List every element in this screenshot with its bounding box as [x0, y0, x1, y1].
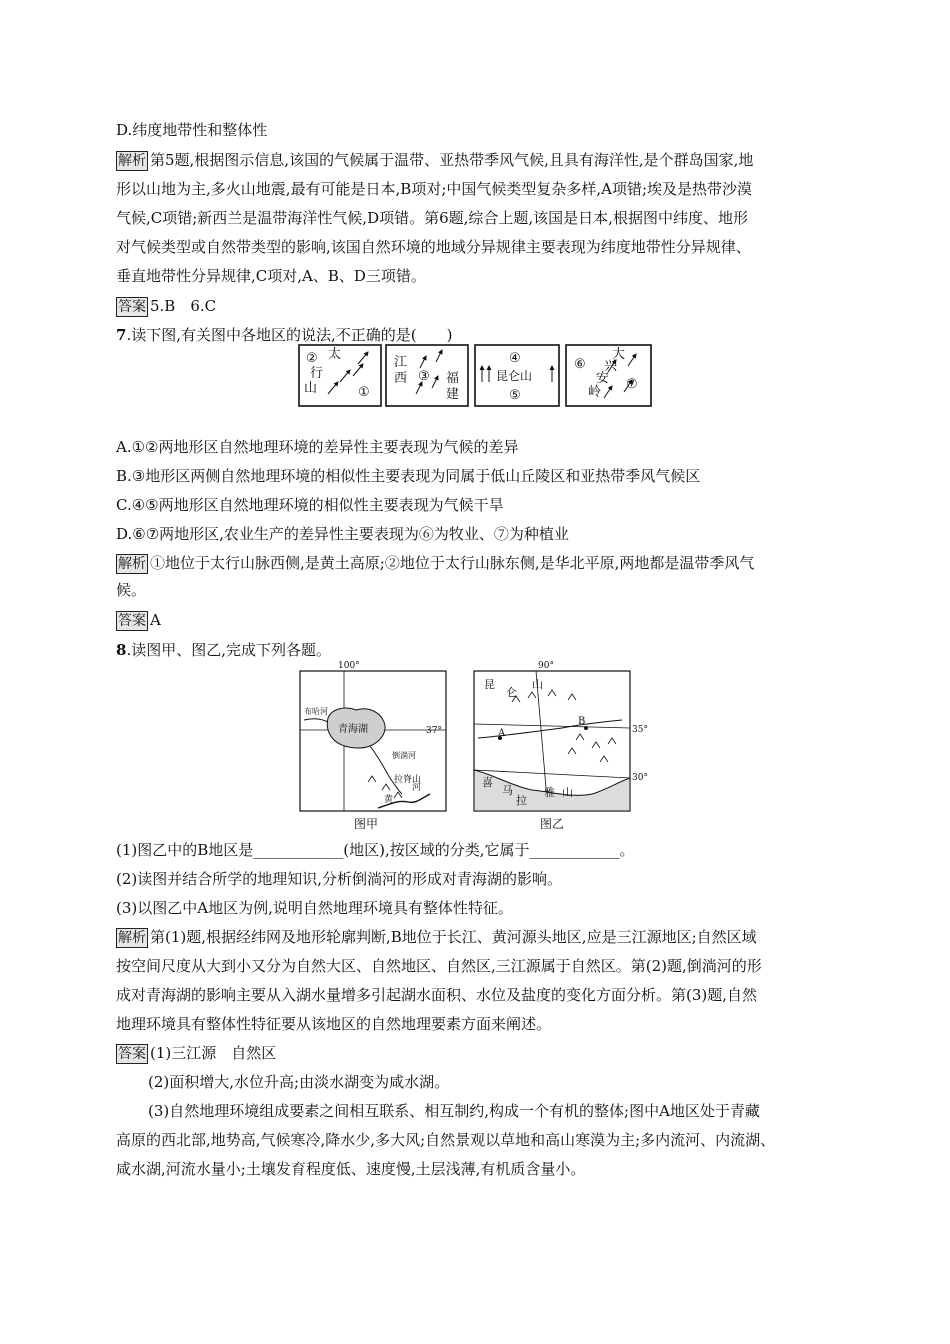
himalaya-1: 喜: [482, 776, 493, 789]
river-huang: 黄: [384, 795, 394, 805]
text-span: 第5题,根据图示信息,该国的气候属于温带、亚热带季风气候,且具有海洋性,是个群岛国家,地: [150, 151, 754, 169]
text-line: D.纬度地带性和整体性: [116, 121, 268, 139]
text-span: .读图甲、图乙,完成下列各题。: [126, 641, 331, 659]
label-7: ⑦: [626, 377, 638, 392]
label-3: ③: [418, 369, 430, 384]
sub-question-3: (3)以图乙中A地区为例,说明自然地理环境具有整体性特征。: [116, 899, 513, 917]
river-daotang: 倒淌河: [392, 751, 416, 760]
sub-question-2: (2)读图并结合所学的地理知识,分析倒淌河的形成对青海湖的影响。: [116, 870, 563, 888]
text-span: ①地位于太行山脉西侧,是黄土高原;②地位于太行山脉东侧,是华北平原,两地都是温带季风气: [150, 554, 755, 572]
analysis-line: [116, 553, 754, 574]
figure-7: [298, 344, 654, 412]
text-line: 高原的西北部,地势高,气候寒冷,降水少,多大风;自然景观以草地和高山寒漠为主;多内流河、内流湖、: [116, 1131, 776, 1149]
lon-label: 100°: [338, 661, 360, 671]
himalaya-4: 雅: [544, 786, 555, 799]
label-an: 安: [596, 371, 610, 386]
label-jiang: 江: [394, 355, 408, 370]
answer-line: [116, 1043, 276, 1064]
option-a: A.①②两地形区自然地理环境的差异性主要表现为气候的差异: [116, 438, 519, 456]
sub-question-1: (1)图乙中的B地区是____________(地区),按区域的分类,它属于____________。: [116, 841, 635, 859]
text-span: 第(1)题,根据经纬网及地形轮廓判断,B地位于长江、黄河源头地区,应是三江源地区;自然区域: [150, 928, 757, 946]
himalaya-3: 拉: [516, 794, 527, 807]
kunlun-3: 山: [532, 678, 543, 691]
mountain-label: 拉脊山: [394, 775, 422, 785]
kunlun-2: 仑: [506, 686, 517, 699]
analysis-line: [116, 927, 757, 948]
figure-yi-svg: [472, 658, 648, 831]
text-line: 咸水湖,河流水量小;土壤发育程度低、速度慢,土层浅薄,有机质含量小。: [116, 1160, 586, 1178]
label-kunlun: 昆仑山: [496, 369, 533, 383]
river-he: 河: [412, 783, 422, 793]
text-line: 地理环境具有整体性特征要从该地区的自然地理要素方面来阐述。: [116, 1015, 552, 1033]
label-1: ①: [358, 385, 370, 400]
label-xi: 西: [394, 371, 408, 386]
analysis-line: [116, 150, 753, 171]
answer-tag: 答案: [118, 1046, 146, 1062]
river-buha: 布哈河: [304, 707, 328, 716]
text-line: 气候,C项错;新西兰是温带海洋性气候,D项错。第6题,综合上题,该国是日本,根据图中纬度、地形: [116, 209, 748, 227]
figure-7-svg: [298, 344, 654, 408]
lake-label: 青海湖: [338, 724, 368, 735]
question-8: [116, 640, 331, 660]
answer-line: [116, 296, 216, 317]
caption-jia: 图甲: [354, 817, 379, 831]
label-6: ⑥: [574, 357, 586, 372]
text-span: .读下图,有关图中各地区的说法,不正确的是( ): [126, 326, 453, 344]
answer-tag: 答案: [118, 613, 146, 629]
label-da: 大: [612, 347, 626, 362]
answer-3: (3)自然地理环境组成要素之间相互联系、相互制约,构成一个有机的整体;图中A地区处于青藏: [148, 1102, 760, 1120]
text-span: A: [150, 611, 161, 629]
text-line: 对气候类型或自然带类型的影响,该国自然环境的地域分异规律主要表现为纬度地带性分异规律、: [116, 238, 751, 256]
analysis-tag: 解析: [118, 556, 146, 572]
question-number: 7: [116, 326, 127, 344]
text-line: 候。: [116, 581, 147, 599]
point-a: A: [498, 728, 506, 739]
lat-35: 35°: [632, 725, 648, 735]
kunlun-1: 昆: [484, 678, 495, 691]
label-tai: 太: [328, 347, 342, 362]
label-2: ②: [306, 351, 318, 366]
label-fu: 福: [446, 371, 460, 386]
lat-30: 30°: [632, 773, 648, 783]
himalaya-2: 马: [502, 784, 513, 797]
answer-tag: 答案: [118, 299, 146, 315]
text-line: 成对青海湖的影响主要从入湖水量增多引起湖水面积、水位及盐度的变化方面分析。第(3)题,自然: [116, 986, 758, 1004]
label-ling: 岭: [588, 385, 602, 400]
text-line: 垂直地带性分异规律,C项对,A、B、D三项错。: [116, 267, 426, 285]
option-c: C.④⑤两地形区自然地理环境的相似性主要表现为气候干旱: [116, 496, 504, 514]
point-b: B: [578, 716, 586, 727]
label-5: ⑤: [509, 388, 521, 403]
label-jian: 建: [446, 387, 460, 402]
figure-yi: [472, 658, 648, 834]
analysis-tag: 解析: [118, 153, 146, 169]
lat-label: 37°: [426, 726, 442, 736]
analysis-tag: 解析: [118, 930, 146, 946]
caption-yi: 图乙: [540, 817, 565, 831]
label-hang: 行: [310, 366, 324, 381]
label-4: ④: [509, 351, 521, 366]
text-span: 5.B 6.C: [150, 297, 217, 315]
label-shan: 山: [304, 381, 318, 396]
text-span: (1)三江源 自然区: [150, 1044, 277, 1062]
answer-2: (2)面积增大,水位升高;由淡水湖变为咸水湖。: [148, 1073, 450, 1091]
himalaya-5: 山: [562, 786, 573, 799]
label-xing: 兴: [604, 359, 618, 374]
question-7: [116, 325, 452, 345]
lon-label: 90°: [538, 661, 554, 671]
answer-line: [116, 610, 161, 631]
option-d: D.⑥⑦两地形区,农业生产的差异性主要表现为⑥为牧业、⑦为种植业: [116, 525, 569, 543]
figure-jia-svg: [298, 658, 450, 830]
figure-jia: [298, 658, 450, 834]
text-line: 按空间尺度从大到小又分为自然大区、自然地区、自然区,三江源属于自然区。第(2)题,倒淌河的形: [116, 957, 762, 975]
question-number: 8: [116, 641, 127, 659]
text-line: 形以山地为主,多火山地震,最有可能是日本,B项对;中国气候类型复杂多样,A项错;埃及是热带沙漠: [116, 180, 753, 198]
option-b: B.③地形区两侧自然地理环境的相似性主要表现为同属于低山丘陵区和亚热带季风气候区: [116, 467, 701, 485]
